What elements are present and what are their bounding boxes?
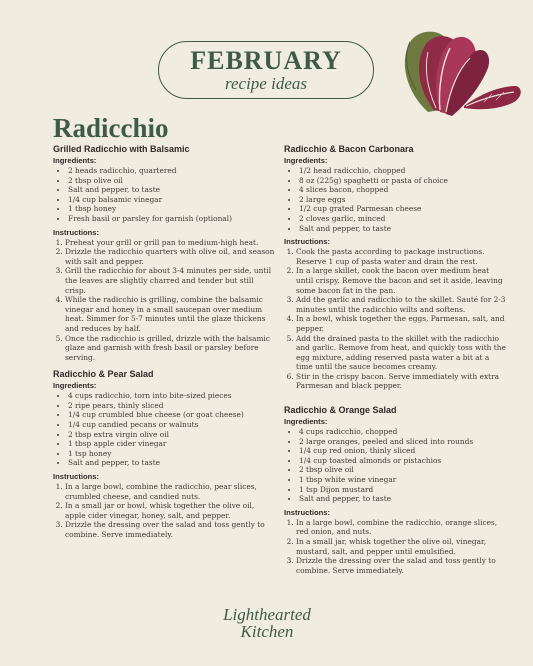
ingredients-list <box>53 391 275 468</box>
list-item: • 1/4 cup balsamic vinegar <box>68 195 275 205</box>
list-item: 3. Drizzle the dressing over the salad and toss gently to combine. Serve immediately. <box>65 520 275 539</box>
ingredients-list <box>284 427 506 504</box>
list-item: • 2 tbsp extra virgin olive oil <box>68 430 275 440</box>
list-item: • 1 tsp Dijon mustard <box>299 485 506 495</box>
list-item: • 1/2 head radicchio, chopped <box>299 166 506 176</box>
ingredients-label: Ingredients: <box>284 417 328 427</box>
list-item: • 1 tbsp white wine vinegar <box>299 475 506 485</box>
radicchio-illustration <box>388 24 528 120</box>
recipe-title: Radicchio & Pear Salad <box>53 369 154 380</box>
list-item: • 4 cups radicchio, chopped <box>299 427 506 437</box>
ingredients-list <box>284 166 506 233</box>
list-item: 1. In a large bowl, combine the radicchio, orange slices, red onion, and nuts. <box>296 518 506 537</box>
list-item: 5. Once the radicchio is grilled, drizzle with the balsamic glaze and garnish with fresh basil or parsley before serving. <box>65 334 275 363</box>
list-item: 3. Grill the radicchio for about 3-4 minutes per side, until the leaves are slightly charred and tender but still crisp. <box>65 266 275 295</box>
month-title: FEBRUARY <box>190 46 342 75</box>
instructions-label: Instructions: <box>284 237 330 247</box>
list-item: • 4 slices bacon, chopped <box>299 185 506 195</box>
list-item: • 2 ripe pears, thinly sliced <box>68 401 275 411</box>
list-item: • Fresh basil or parsley for garnish (optional) <box>68 214 275 224</box>
list-item: • 1 tsp honey <box>68 449 275 459</box>
recipe-grilled-radicchio <box>53 144 275 362</box>
list-item: • 8 oz (225g) spaghetti or pasta of choice <box>299 176 506 186</box>
list-item: 4. In a bowl, whisk together the eggs, Parmesan, salt, and pepper. <box>296 314 506 333</box>
list-item: 6. Stir in the crispy bacon. Serve immediately with extra Parmesan and black pepper. <box>296 372 506 391</box>
header-badge <box>158 41 374 99</box>
list-item: • 1 tbsp apple cider vinegar <box>68 439 275 449</box>
instructions-list <box>53 482 275 540</box>
list-item: • 4 cups radicchio, torn into bite-sized pieces <box>68 391 275 401</box>
right-column <box>284 144 506 582</box>
list-item: 1. Preheat your grill or grill pan to medium-high heat. <box>65 238 275 248</box>
list-item: 2. Drizzle the radicchio quarters with olive oil, and season with salt and pepper. <box>65 247 275 266</box>
list-item: • 2 large oranges, peeled and sliced into rounds <box>299 437 506 447</box>
list-item: 2. In a small jar, whisk together the olive oil, vinegar, mustard, salt, and pepper until emulsified. <box>296 537 506 556</box>
list-item: • 2 tbsp olive oil <box>68 176 275 186</box>
recipe-title: Radicchio & Bacon Carbonara <box>284 144 414 154</box>
list-item: • 1/4 cup candied pecans or walnuts <box>68 420 275 430</box>
list-item: • Salt and pepper, to taste <box>68 458 275 468</box>
list-item: 3. Drizzle the dressing over the salad and toss gently to combine. Serve immediately. <box>296 556 506 575</box>
recipe-bacon-carbonara <box>284 144 506 391</box>
list-item: • 2 tbsp olive oil <box>299 465 506 475</box>
logo-line-2: Kitchen <box>240 622 294 641</box>
list-item: 3. Add the garlic and radicchio to the skillet. Sauté for 2-3 minutes until the radicchio wilts and softens. <box>296 295 506 314</box>
instructions-label: Instructions: <box>284 507 330 517</box>
list-item: • 1/4 cup crumbled blue cheese (or goat cheese) <box>68 410 275 420</box>
header-subtitle: recipe ideas <box>225 74 307 93</box>
brand-logo <box>205 606 329 640</box>
list-item: 4. While the radicchio is grilling, combine the balsamic vinegar and honey in a small saucepan over medium heat. Simmer for 5-7 minutes until the glaze thickens and reduces by half. <box>65 295 275 333</box>
logo-line-1: Lighthearted <box>223 605 311 624</box>
list-item: 1. In a large bowl, combine the radicchio, pear slices, crumbled cheese, and candied nuts. <box>65 482 275 501</box>
list-item: • 1/2 cup grated Parmesan cheese <box>299 204 506 214</box>
ingredients-list <box>53 166 275 224</box>
list-item: 1. Cook the pasta according to package instructions. Reserve 1 cup of pasta water and drain the rest. <box>296 247 506 266</box>
recipe-orange-salad <box>284 405 506 575</box>
list-item: 5. Add the drained pasta to the skillet with the radicchio and garlic. Remove from heat, and quickly toss with the egg mixture, adding reserved pasta water a bit at a time until the sauce becomes creamy. <box>296 334 506 372</box>
list-item: 2. In a small jar or bowl, whisk together the olive oil, apple cider vinegar, honey, salt, and pepper. <box>65 501 275 520</box>
page-title: Radicchio <box>53 113 169 143</box>
list-item: • 1/4 cup red onion, thinly sliced <box>299 446 506 456</box>
list-item: • Salt and pepper, to taste <box>68 185 275 195</box>
list-item: 2. In a large skillet, cook the bacon over medium heat until crispy. Remove the bacon and set it aside, leaving some bacon fat in the pan. <box>296 266 506 295</box>
instructions-label: Instructions: <box>53 472 99 482</box>
instructions-list <box>284 247 506 391</box>
list-item: • 2 heads radicchio, quartered <box>68 166 275 176</box>
list-item: • 2 large eggs <box>299 195 506 205</box>
list-item: • 1/4 cup toasted almonds or pistachios <box>299 456 506 466</box>
left-column <box>53 144 275 547</box>
list-item: • Salt and pepper, to taste <box>299 494 506 504</box>
instructions-list <box>284 518 506 576</box>
ingredients-label: Ingredients: <box>284 156 328 165</box>
ingredients-label: Ingredients: <box>53 156 97 165</box>
instructions-list <box>53 238 275 363</box>
instructions-label: Instructions: <box>53 227 99 237</box>
list-item: • Salt and pepper, to taste <box>299 224 506 234</box>
list-item: • 1 tbsp honey <box>68 204 275 214</box>
recipe-title: Radicchio & Orange Salad <box>284 405 397 416</box>
recipe-title: Grilled Radicchio with Balsamic <box>53 144 190 154</box>
ingredients-label: Ingredients: <box>53 381 97 391</box>
recipe-pear-salad <box>53 369 275 539</box>
list-item: • 2 cloves garlic, minced <box>299 214 506 224</box>
